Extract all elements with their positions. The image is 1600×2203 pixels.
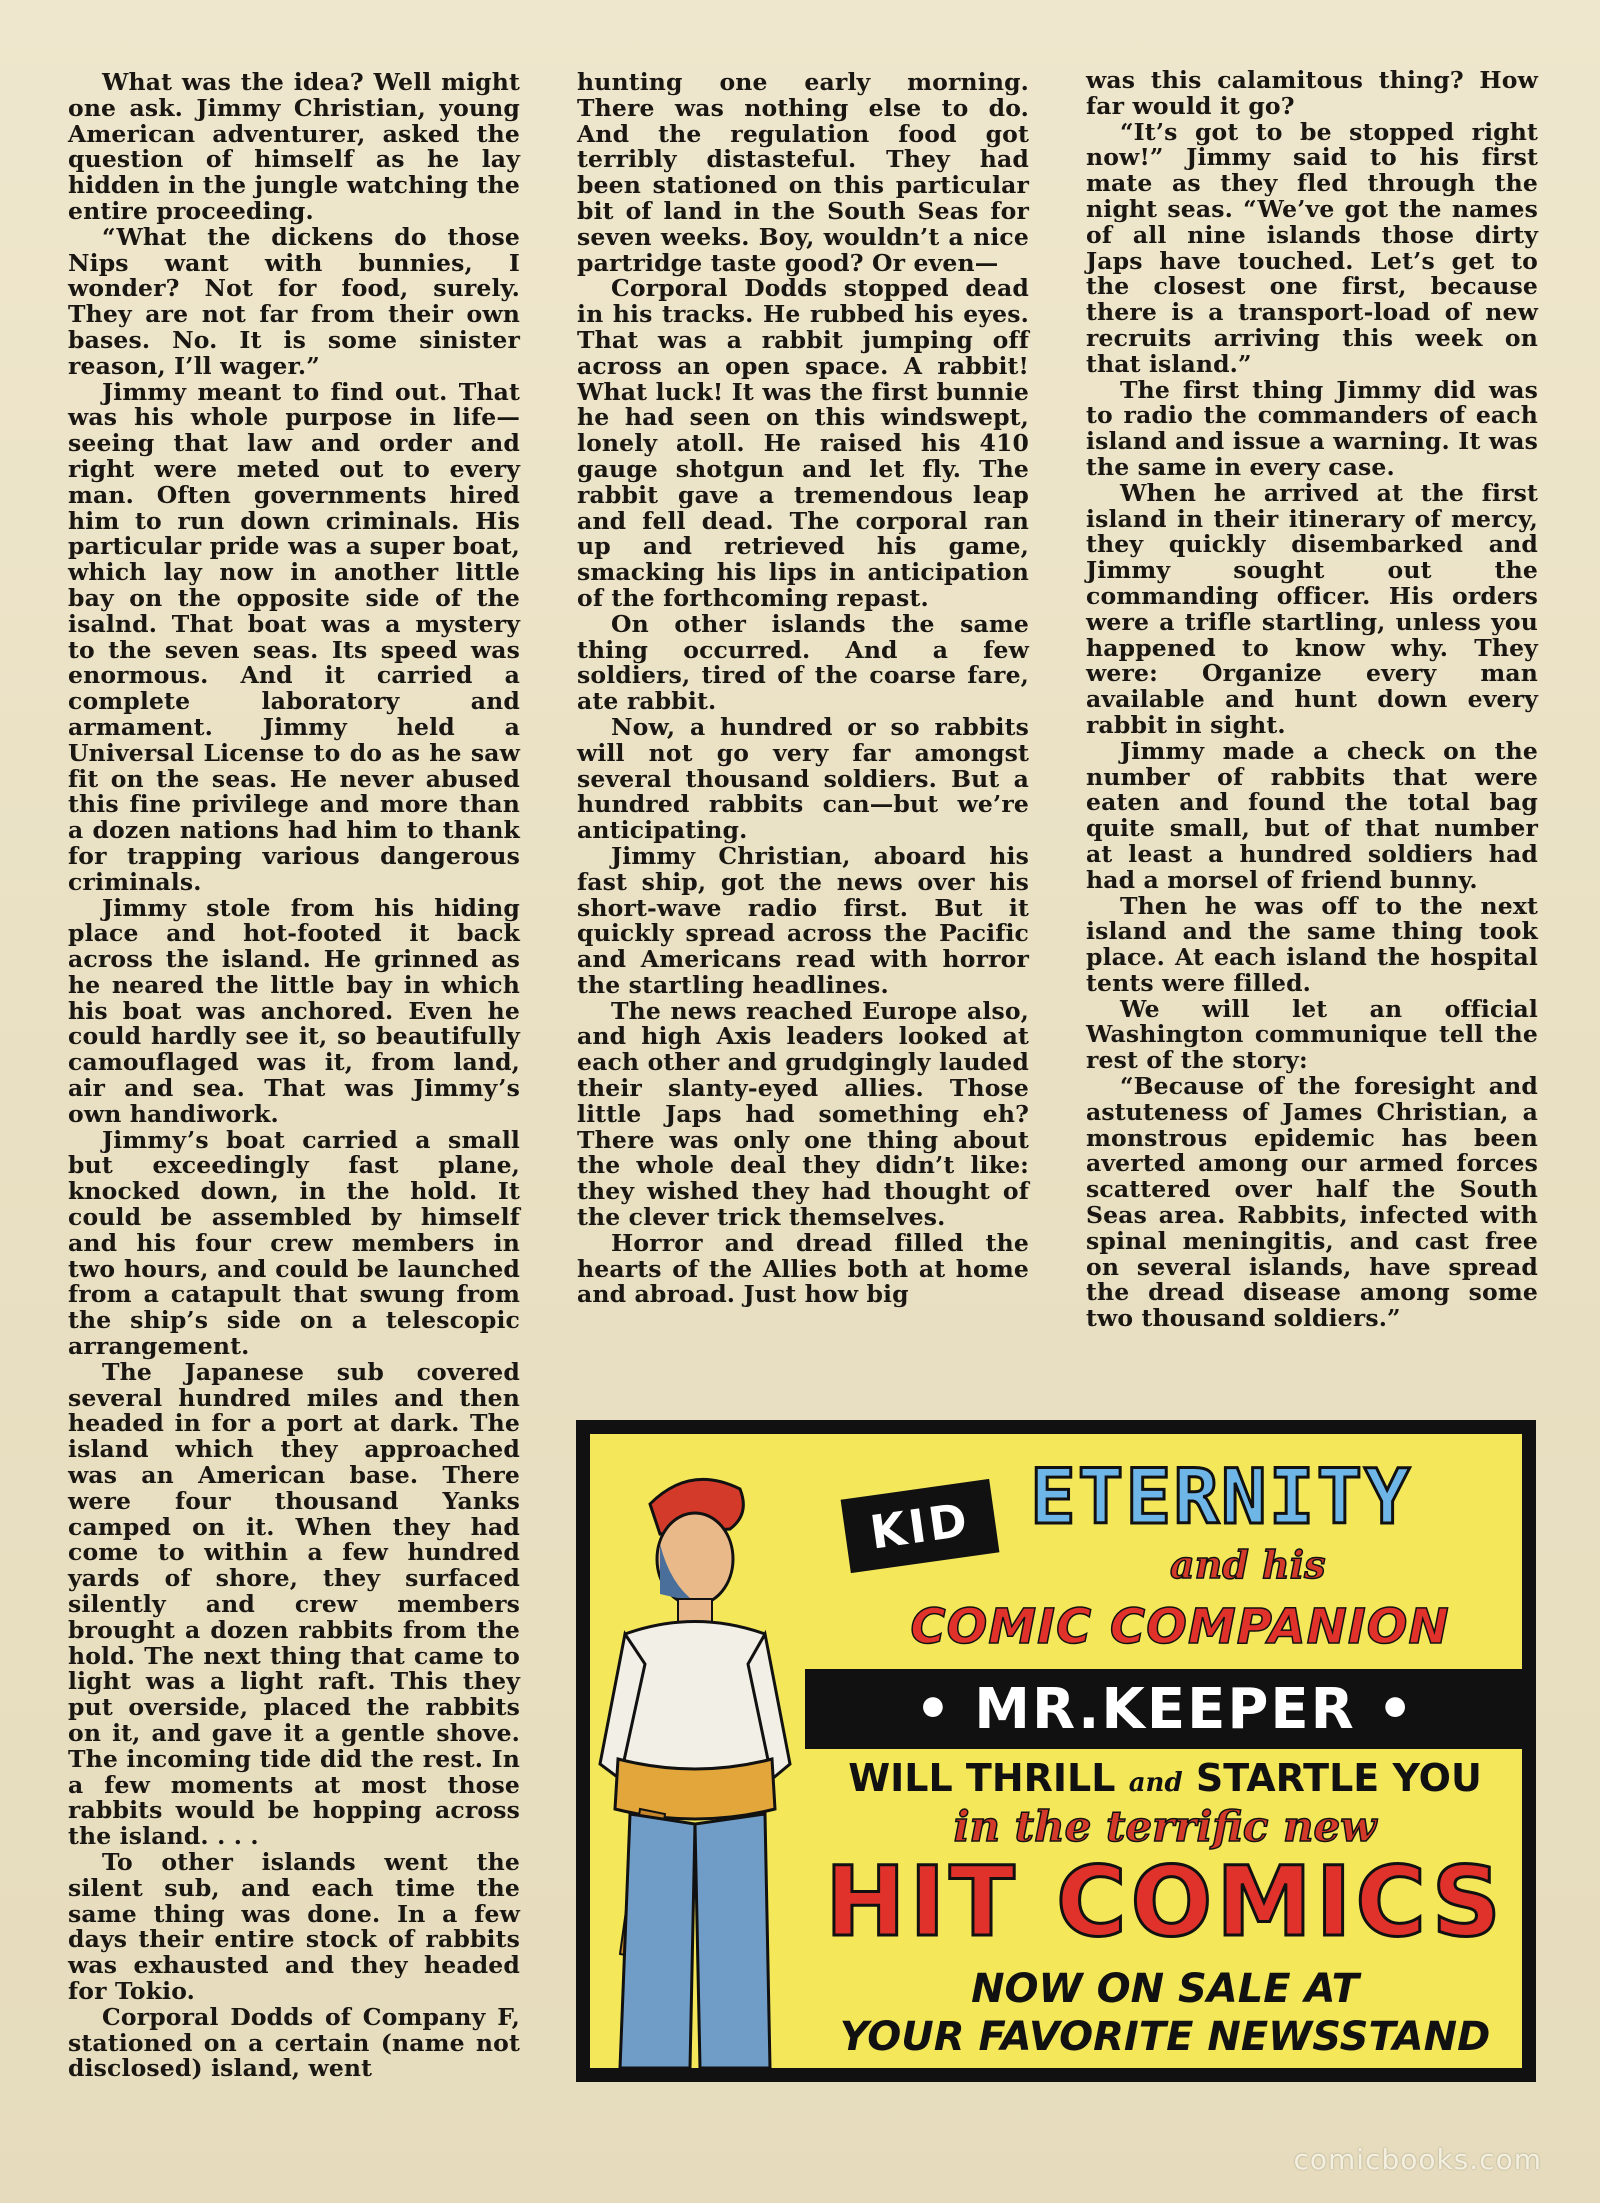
- now-on-sale-text: NOW ON SALE AT: [971, 1966, 1359, 2012]
- article-paragraph: What was the idea? Well might one ask. Jimmy Christian, young American adventurer, asked the question of himself as he lay hidden in the jungle watching the entire proceeding.: [68, 68, 520, 225]
- article-paragraph: Jimmy meant to find out. That was his whole purpose in life—seeing that law and order and right were meted out to every man. Often governments hired him to run down criminals. His particular pride was a super boat, which lay now in another little bay on the opposite side of the isalnd. That boat was a mystery to the seven seas. Its speed was enormous. And it carried a complete laboratory and armament. Jimmy held a Universal License to do as he saw fit on the seas. He never abused this fine privilege and more than a dozen nations had him to thank for trapping various dangerous criminals.: [68, 377, 520, 896]
- thrill-line: [805, 1756, 1522, 1800]
- article-paragraph: Corporal Dodds of Company F, stationed on a certain (name not disclosed) island, went: [68, 2002, 520, 2083]
- article-paragraph: Now, a hundred or so rabbits will not go very far amongst several thousand soldiers. But a hundred rabbits can—but we’re anticipating.: [577, 712, 1029, 845]
- article-paragraph: Jimmy Christian, aboard his fast ship, got the news over his short-wave radio first. But it quickly spread across the Pacific and Americans read with horror the startling headlines.: [577, 841, 1029, 999]
- and-his-text: and his: [1170, 1542, 1326, 1587]
- site-watermark: comicbooks.com: [1293, 2143, 1542, 2176]
- article-paragraph: was this calamitous thing? How far would it go?: [1086, 66, 1538, 120]
- terrific-new-text: in the terrific new: [953, 1802, 1377, 1851]
- kid-eternity-figure-illustration: [590, 1434, 800, 2068]
- hit-comics-title: HIT COMICS: [825, 1846, 1505, 1958]
- article-paragraph: “Because of the foresight and astuteness of James Christian, a monstrous epidemic has been averted among our armed forces scattered over half the South Seas area. Rabbits, infected with spinal meningitis, and cast free on several islands, have spread the dread disease among some two thousand soldiers.”: [1086, 1072, 1538, 1333]
- article-paragraph: On other islands the same thing occurred. And a few soldiers, tired of the coarse fare, ate rabbit.: [577, 609, 1029, 716]
- eternity-title: ETERNITY: [1030, 1452, 1413, 1541]
- thrill-text-b: STARTLE YOU: [1195, 1756, 1482, 1800]
- article-paragraph: Corporal Dodds stopped dead in his tracks. He rubbed his eyes. That was a rabbit jumping off across an open space. A rabbit! What luck! It was the first bunnie he had seen on this windswept, lonely atoll. He raised his 410 gauge shotgun and let fly. The rabbit gave a tremendous leap and fell dead. The corporal ran up and retrieved his game, smacking his lips in anticipation of the forthcoming repast.: [577, 274, 1029, 612]
- article-paragraph: When he arrived at the first island in their itinerary of mercy, they quickly disembarked and Jimmy sought out the commanding officer. His orders were a trifle startling, unless you happened to know why. They were: Organize every man available and hunt down every rabbit in sight.: [1086, 478, 1538, 739]
- article-column-2: [577, 70, 1029, 1308]
- newsstand-text: YOUR FAVORITE NEWSSTAND: [839, 2014, 1491, 2060]
- article-paragraph: hunting one early morning. There was nothing else to do. And the regulation food got terribly distasteful. They had been stationed on this particular bit of land in the South Seas for seven weeks. Boy, wouldn’t a nice partridge taste good? Or even—: [577, 68, 1029, 277]
- hit-comics-advertisement: [576, 1420, 1536, 2082]
- article-paragraph: Jimmy stole from his hiding place and hot-footed it back across the island. He grinned as he neared the little bay in which his boat was anchored. Even he could hardly see it, so beautifully camouflaged was it, from land, air and sea. That was Jimmy’s own handiwork.: [68, 893, 520, 1128]
- article-paragraph: We will let an official Washington communique tell the rest of the story:: [1086, 994, 1538, 1075]
- kid-label-box: [841, 1479, 1000, 1573]
- article-paragraph: The news reached Europe also, and high Axis leaders looked at each other and grudgingly lauded their slanty-eyed allies. Those little Japs had something eh? There was only one thing about the whole deal they didn’t like: they wished they had thought of the clever trick themselves.: [577, 996, 1029, 1232]
- thrill-text-a: WILL THRILL: [848, 1756, 1116, 1800]
- kid-label: KID: [866, 1492, 974, 1560]
- comic-companion-text: COMIC COMPANION: [910, 1599, 1450, 1655]
- article-paragraph: The Japanese sub covered several hundred miles and then headed in for a port at dark. The island which they approached was an American base. There were four thousand Yanks camped on it. When they had come to within a few hundred yards of shore, they surfaced silently and crew members brought a dozen rabbits from the hold. The next thing that came to light was a light raft. This they put overside, placed the rabbits on it, and gave it a gentle shove. The incoming tide did the rest. In a few moments at most those rabbits would be hopping across the island. . . .: [68, 1357, 520, 1851]
- article-paragraph: “What the dickens do those Nips want with bunnies, I wonder? Not for food, surely. They are not far from their own bases. No. It is some sinister reason, I’ll wager.”: [68, 222, 520, 380]
- article-paragraph: Jimmy made a check on the number of rabbits that were eaten and found the total bag quite small, but of that number at least a hundred soldiers had had a morsel of friend bunny.: [1086, 736, 1538, 894]
- thrill-and: and: [1128, 1768, 1183, 1798]
- ad-panel: [590, 1434, 1522, 2068]
- article-paragraph: Then he was off to the next island and the same thing took place. At each island the hospital tents were filled.: [1086, 891, 1538, 997]
- article-paragraph: Jimmy’s boat carried a small but exceedingly fast plane, knocked down, in the hold. It could be assembled by himself and his four crew members in two hours, and could be launched from a catapult that swung from the ship’s side on a telescopic arrangement.: [68, 1125, 520, 1361]
- mr-keeper-banner: [805, 1669, 1522, 1749]
- article-column-1: [68, 70, 520, 2082]
- article-column-3: [1086, 68, 1538, 1332]
- article-paragraph: “It’s got to be stopped right now!” Jimmy said to his first mate as they fled through the night seas. “We’ve got the names of all nine islands those dirty Japs have touched. Let’s get to the closest one first, because there is a transport-load of new recruits arriving this week on that island.”: [1086, 117, 1538, 378]
- article-paragraph: The first thing Jimmy did was to radio the commanders of each island and issue a warning. It was the same in every case.: [1086, 375, 1538, 481]
- article-paragraph: To other islands went the silent sub, and each time the same thing was done. In a few days their entire stock of rabbits was exhausted and they headed for Tokio.: [68, 1847, 520, 2005]
- mr-keeper-text: • MR.KEEPER •: [914, 1676, 1416, 1742]
- article-paragraph: Horror and dread filled the hearts of the Allies both at home and abroad. Just how big: [577, 1228, 1029, 1309]
